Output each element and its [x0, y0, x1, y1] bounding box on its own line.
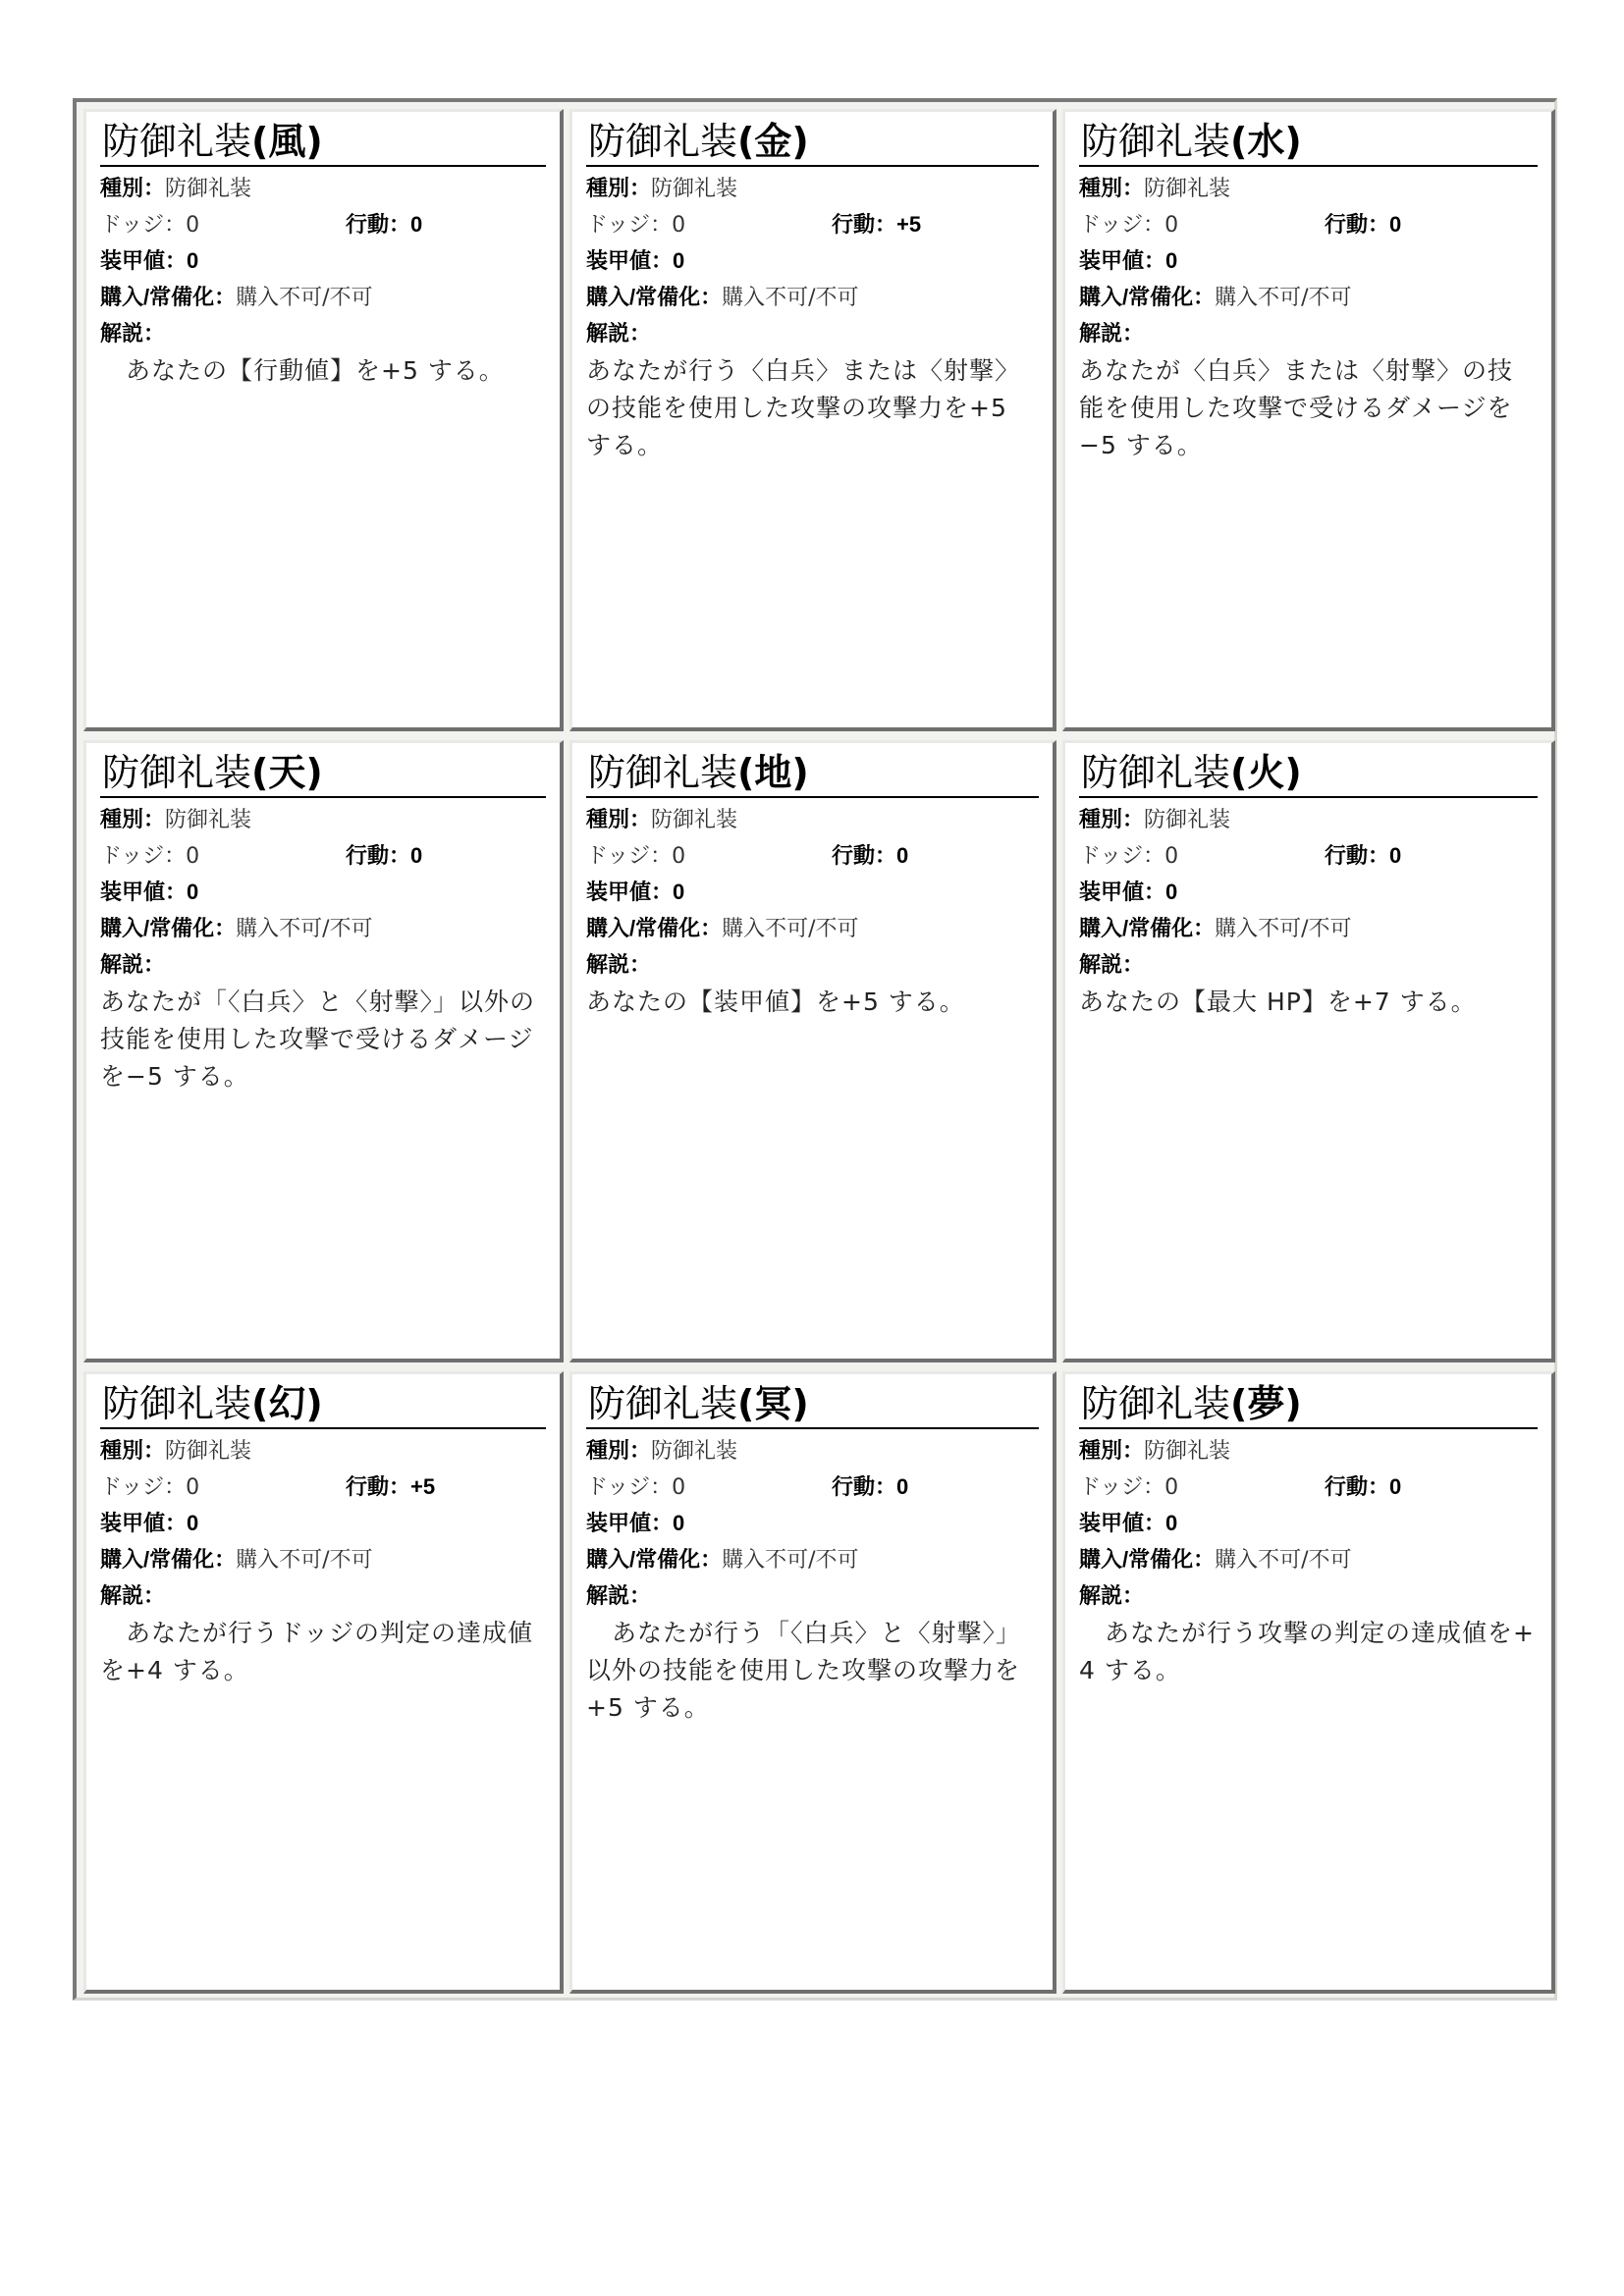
type-label: 種別： [1079, 1438, 1145, 1463]
card-title [100, 118, 546, 167]
type-value: 防御礼装 [165, 177, 252, 201]
type-row [586, 802, 1039, 838]
card-title-suffix: (水) [1230, 120, 1302, 163]
description-text: あなたが「〈白兵〉と〈射撃〉」以外の技能を使用した攻撃で受けるダメージを−5 する。 [100, 988, 536, 1091]
armor-label: 装甲値： [1079, 248, 1166, 273]
dodge-value: 0 [186, 1475, 200, 1500]
purchase-value: 購入不可/不可 [236, 1548, 373, 1573]
card-title [100, 1380, 546, 1429]
dodge-action-row [100, 1469, 546, 1506]
type-label: 種別： [1079, 176, 1145, 200]
action-value: 0 [896, 843, 909, 868]
armor-value: 0 [1165, 248, 1178, 273]
armor-value: 0 [187, 248, 199, 273]
action-label: 行動： [1325, 843, 1390, 868]
purchase-value: 購入不可/不可 [722, 917, 859, 941]
item-card [1062, 109, 1555, 731]
description-text: あなたが〈白兵〉または〈射撃〉の技能を使用した攻撃で受けるダメージを−5 する。 [1079, 356, 1514, 459]
armor-row [586, 243, 1039, 280]
purchase-row [100, 911, 546, 947]
item-card [1062, 740, 1555, 1362]
purchase-row [586, 280, 1039, 316]
armor-label: 装甲値： [100, 880, 188, 904]
dodge-value: 0 [1164, 213, 1179, 238]
armor-row [100, 243, 546, 280]
dodge-value: 0 [672, 844, 686, 869]
action-value: 0 [896, 1474, 909, 1499]
card-title-name: 防御礼装 [1081, 120, 1231, 163]
card-title [1079, 749, 1538, 798]
card-title [1079, 118, 1538, 167]
card-title-name: 防御礼装 [1081, 751, 1231, 794]
action-value: 0 [1389, 212, 1402, 237]
dodge-value: 0 [186, 213, 200, 238]
type-row [586, 171, 1039, 207]
item-card [83, 740, 564, 1362]
dodge-label: ドッジ： [586, 1475, 673, 1500]
card-title-suffix: (天) [251, 751, 323, 794]
purchase-value: 購入不可/不可 [1215, 1548, 1352, 1573]
armor-row [100, 1506, 546, 1542]
armor-label: 装甲値： [1079, 1511, 1166, 1535]
type-label: 種別： [586, 176, 652, 200]
dodge-action-row [1079, 207, 1538, 243]
purchase-label: 購入/常備化： [586, 285, 723, 309]
dodge-label: ドッジ： [586, 844, 673, 869]
action-value: +5 [410, 1474, 436, 1499]
type-value: 防御礼装 [165, 808, 252, 832]
action-value: 0 [410, 212, 423, 237]
card-sheet [73, 98, 1557, 2001]
type-label: 種別： [586, 807, 652, 831]
armor-label: 装甲値： [586, 880, 674, 904]
action-label: 行動： [832, 212, 897, 237]
purchase-row [1079, 1542, 1538, 1578]
type-label: 種別： [100, 807, 166, 831]
description-label-row [586, 1578, 1039, 1615]
action-value: 0 [1389, 1474, 1402, 1499]
dodge-action-row [100, 838, 546, 875]
armor-value: 0 [673, 1511, 685, 1535]
dodge-action-row [100, 207, 546, 243]
action-label: 行動： [346, 843, 411, 868]
armor-label: 装甲値： [100, 248, 188, 273]
description-text: あなたが行う「〈白兵〉と〈射撃〉」以外の技能を使用した攻撃の攻撃力を+5 する。 [586, 1619, 1022, 1722]
item-card [569, 109, 1056, 731]
armor-value: 0 [673, 248, 685, 273]
type-row [100, 1433, 546, 1469]
item-card [1062, 1371, 1555, 1994]
action-label: 行動： [832, 1474, 897, 1499]
purchase-label: 購入/常備化： [100, 916, 237, 940]
card-title-name: 防御礼装 [588, 120, 738, 163]
armor-row [1079, 875, 1538, 911]
description-label-row [100, 316, 546, 352]
type-value: 防御礼装 [1144, 1439, 1231, 1464]
dodge-label: ドッジ： [100, 844, 187, 869]
purchase-row [586, 1542, 1039, 1578]
purchase-value: 購入不可/不可 [236, 286, 373, 310]
description-label: 解説： [586, 952, 652, 977]
card-title-name: 防御礼装 [1081, 1382, 1231, 1425]
description-label-row [100, 947, 546, 984]
action-label: 行動： [1325, 1474, 1390, 1499]
armor-value: 0 [1165, 1511, 1178, 1535]
card-title [586, 749, 1039, 798]
type-row [100, 171, 546, 207]
dodge-label: ドッジ： [100, 1475, 187, 1500]
armor-label: 装甲値： [100, 1511, 188, 1535]
item-card [83, 1371, 564, 1994]
card-title-name: 防御礼装 [588, 751, 738, 794]
purchase-row [100, 1542, 546, 1578]
description-label: 解説： [1079, 1583, 1145, 1608]
type-value: 防御礼装 [651, 1439, 738, 1464]
description-label-row [586, 316, 1039, 352]
description-label-row [100, 1578, 546, 1615]
type-row [100, 802, 546, 838]
armor-row [1079, 1506, 1538, 1542]
dodge-value: 0 [672, 1475, 686, 1500]
type-label: 種別： [100, 1438, 166, 1463]
description-label-row [1079, 1578, 1538, 1615]
description-label: 解説： [586, 321, 652, 346]
purchase-row [1079, 280, 1538, 316]
dodge-value: 0 [672, 213, 686, 238]
type-value: 防御礼装 [1144, 177, 1231, 201]
card-title [1079, 1380, 1538, 1429]
card-title [586, 118, 1039, 167]
description-text: あなたが行うドッジの判定の達成値を+4 する。 [100, 1619, 534, 1684]
purchase-label: 購入/常備化： [1079, 916, 1216, 940]
item-card [83, 109, 564, 731]
card-title-suffix: (夢) [1230, 1382, 1302, 1425]
action-label: 行動： [346, 1474, 411, 1499]
dodge-label: ドッジ： [586, 213, 673, 238]
card-title [586, 1380, 1039, 1429]
action-value: +5 [896, 212, 922, 237]
card-title-name: 防御礼装 [102, 120, 252, 163]
description-label: 解説： [586, 1583, 652, 1608]
armor-value: 0 [1165, 880, 1178, 904]
dodge-label: ドッジ： [1079, 1475, 1165, 1500]
card-title-name: 防御礼装 [102, 751, 252, 794]
armor-label: 装甲値： [586, 1511, 674, 1535]
type-label: 種別： [586, 1438, 652, 1463]
dodge-value: 0 [186, 844, 200, 869]
card-title [100, 749, 546, 798]
dodge-label: ドッジ： [1079, 844, 1165, 869]
type-row [1079, 1433, 1538, 1469]
purchase-value: 購入不可/不可 [722, 1548, 859, 1573]
type-row [586, 1433, 1039, 1469]
card-grid [83, 109, 1547, 1991]
purchase-value: 購入不可/不可 [722, 286, 859, 310]
armor-value: 0 [187, 880, 199, 904]
description-label-row [586, 947, 1039, 984]
item-card [569, 1371, 1056, 1994]
purchase-value: 購入不可/不可 [1215, 286, 1352, 310]
action-label: 行動： [1325, 212, 1390, 237]
purchase-label: 購入/常備化： [100, 285, 237, 309]
dodge-action-row [586, 838, 1039, 875]
description-text: あなたの【行動値】を+5 する。 [100, 356, 505, 385]
purchase-label: 購入/常備化： [586, 1547, 723, 1572]
armor-row [586, 875, 1039, 911]
card-title-suffix: (幻) [251, 1382, 323, 1425]
card-title-suffix: (火) [1230, 751, 1302, 794]
description-label-row [1079, 947, 1538, 984]
armor-row [1079, 243, 1538, 280]
purchase-value: 購入不可/不可 [1215, 917, 1352, 941]
dodge-value: 0 [1164, 1475, 1179, 1500]
description-label: 解説： [100, 321, 166, 346]
purchase-row [1079, 911, 1538, 947]
purchase-label: 購入/常備化： [586, 916, 723, 940]
action-label: 行動： [832, 843, 897, 868]
dodge-action-row [586, 207, 1039, 243]
card-title-name: 防御礼装 [102, 1382, 252, 1425]
type-value: 防御礼装 [1144, 808, 1231, 832]
type-label: 種別： [1079, 807, 1145, 831]
description-label: 解説： [100, 952, 166, 977]
type-label: 種別： [100, 176, 166, 200]
card-title-name: 防御礼装 [588, 1382, 738, 1425]
purchase-label: 購入/常備化： [1079, 1547, 1216, 1572]
type-value: 防御礼装 [165, 1439, 252, 1464]
type-value: 防御礼装 [651, 808, 738, 832]
card-title-suffix: (地) [737, 751, 809, 794]
armor-label: 装甲値： [586, 248, 674, 273]
dodge-label: ドッジ： [1079, 213, 1165, 238]
dodge-action-row [1079, 838, 1538, 875]
card-title-suffix: (金) [737, 120, 809, 163]
description-text: あなたの【最大 HP】を+7 する。 [1079, 988, 1477, 1016]
dodge-value: 0 [1164, 844, 1179, 869]
type-row [1079, 171, 1538, 207]
dodge-action-row [586, 1469, 1039, 1506]
dodge-label: ドッジ： [100, 213, 187, 238]
item-card [569, 740, 1056, 1362]
armor-row [100, 875, 546, 911]
action-label: 行動： [346, 212, 411, 237]
action-value: 0 [410, 843, 423, 868]
description-text: あなたが行う攻撃の判定の達成値を+4 する。 [1079, 1619, 1535, 1684]
dodge-action-row [1079, 1469, 1538, 1506]
armor-label: 装甲値： [1079, 880, 1166, 904]
purchase-row [100, 280, 546, 316]
card-title-suffix: (風) [251, 120, 323, 163]
description-label: 解説： [1079, 952, 1145, 977]
action-value: 0 [1389, 843, 1402, 868]
purchase-label: 購入/常備化： [100, 1547, 237, 1572]
armor-value: 0 [187, 1511, 199, 1535]
purchase-row [586, 911, 1039, 947]
armor-value: 0 [673, 880, 685, 904]
description-label: 解説： [100, 1583, 166, 1608]
purchase-label: 購入/常備化： [1079, 285, 1216, 309]
type-row [1079, 802, 1538, 838]
purchase-value: 購入不可/不可 [236, 917, 373, 941]
description-text: あなたの【装甲値】を+5 する。 [586, 988, 965, 1016]
description-label-row [1079, 316, 1538, 352]
description-text: あなたが行う〈白兵〉または〈射撃〉の技能を使用した攻撃の攻撃力を+5 する。 [586, 356, 1021, 459]
description-label: 解説： [1079, 321, 1145, 346]
armor-row [586, 1506, 1039, 1542]
card-title-suffix: (冥) [737, 1382, 809, 1425]
type-value: 防御礼装 [651, 177, 738, 201]
